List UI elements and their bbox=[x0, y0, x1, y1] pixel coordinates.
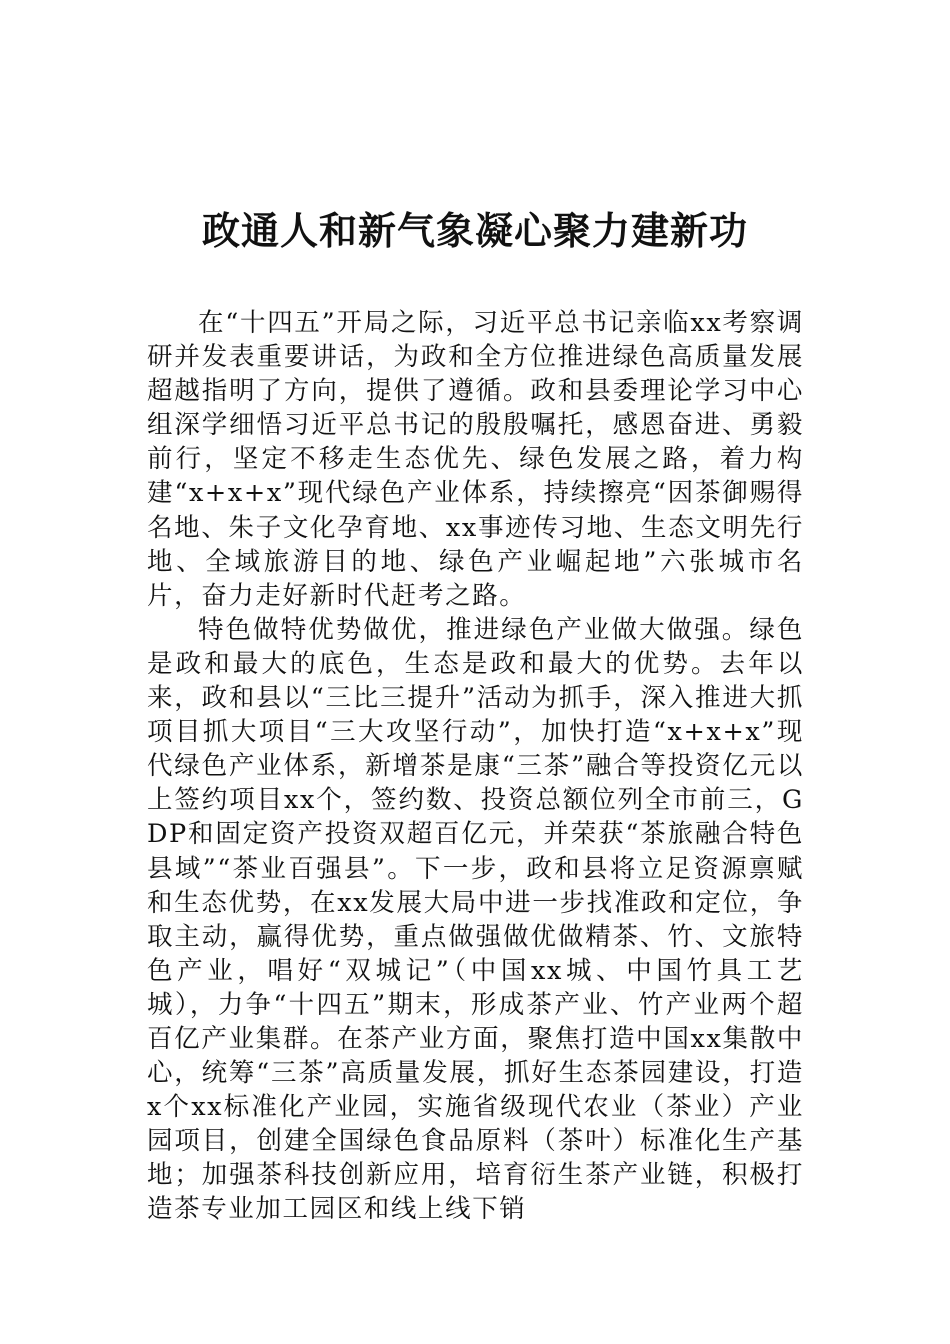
paragraph-2: 特色做特优势做优，推进绿色产业做大做强。绿色是政和最大的底色，生态是政和最大的优势。去年以来，政和县以“三比三提升”活动为抓手，深入推进大抓项目抓大项目“三大攻坚行动”，加快打造“x+x+x”现代绿色产业体系，新增茶是康“三茶”融合等投资亿元以上签约项目xx个，签约数、投资总额位列全市前三，GDP和固定资产投资双超百亿元，并荣获“茶旅融合特色县域”“茶业百强县”。下一步，政和县将立足资源禀赋和生态优势，在xx发展大局中进一步找准政和定位，争取主动，赢得优势，重点做强做优做精茶、竹、文旅特色产业，唱好“双城记”（中国xx城、中国竹具工艺城），力争“十四五”期末，形成茶产业、竹产业两个超百亿产业集群。在茶产业方面，聚焦打造中国xx集散中心，统筹“三茶”高质量发展，抓好生态茶园建设，打造x个xx标准化产业园，实施省级现代农业（茶业）产业园项目，创建全国绿色食品原料（茶叶）标准化生产基地；加强茶科技创新应用，培育衍生茶产业链，积极打造茶专业加工园区和线上线下销 bbox=[147, 614, 804, 1225]
document-body bbox=[147, 306, 804, 1227]
document-title: 政通人和新气象凝心聚力建新功 bbox=[201, 208, 748, 253]
paragraph-1: 在“十四五”开局之际，习近平总书记亲临xx考察调研并发表重要讲话，为政和全方位推进绿色高质量发展超越指明了方向，提供了遵循。政和县委理论学习中心组深学细悟习近平总书记的殷殷嘱托，感恩奋进、勇毅前行，坚定不移走生态优先、绿色发展之路，着力构建“x+x+x”现代绿色产业体系，持续擦亮“因茶御赐得名地、朱子文化孕育地、xx事迹传习地、生态文明先行地、全域旅游目的地、绿色产业崛起地”六张城市名片，奋力走好新时代赶考之路。 bbox=[147, 308, 804, 611]
